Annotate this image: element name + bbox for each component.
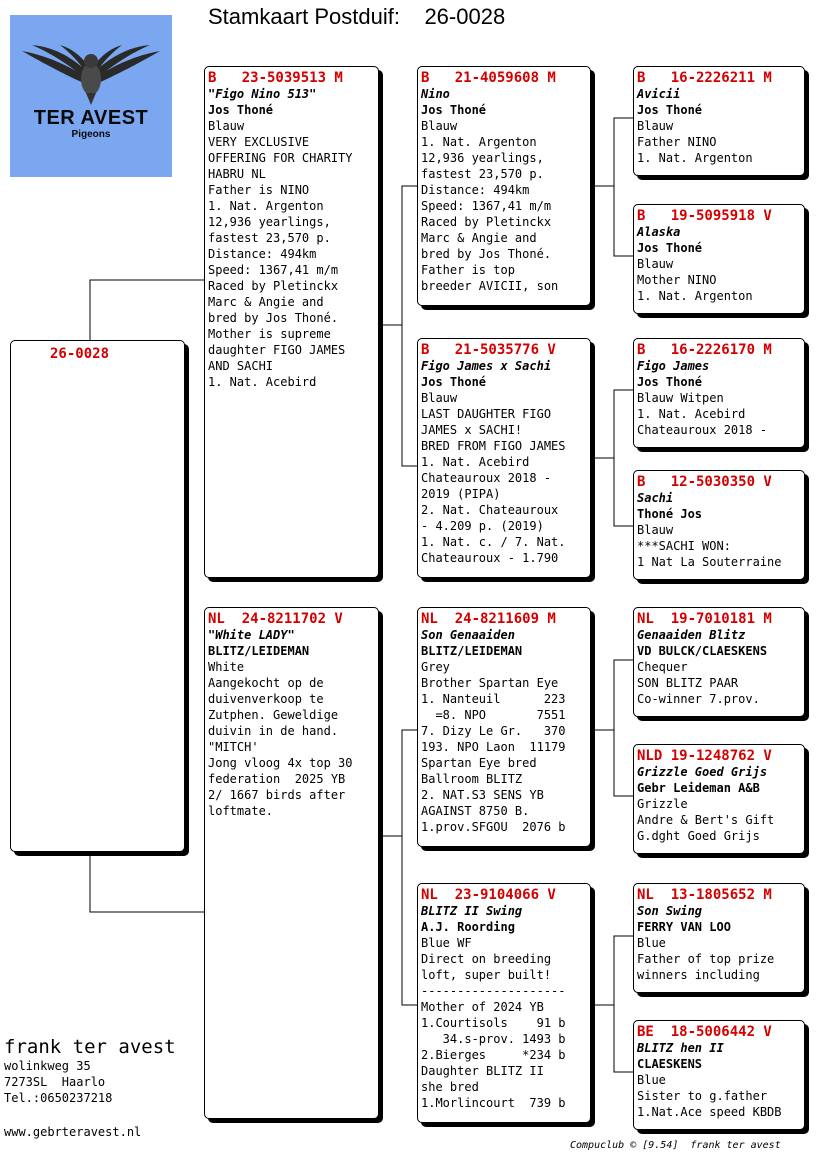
ring-number: B 16-2226170 M	[637, 342, 772, 358]
info-line: 193. NPO Laon 11179	[421, 740, 566, 754]
pigeon-name: "White LADY"	[208, 628, 295, 642]
info-line: - 4.209 p. (2019)	[421, 519, 544, 533]
info-line: Raced by Pletinckx	[208, 279, 339, 293]
info-line: Blue	[637, 1073, 666, 1087]
mother-card[interactable]	[204, 607, 379, 1119]
info-line: 1. Nanteuil 223	[421, 692, 566, 706]
info-line: duivenverkoop te	[208, 692, 324, 706]
info-line: Chequer	[637, 660, 688, 674]
ring-number: NL 24-8211609 M	[421, 611, 556, 627]
info-line: "MITCH'	[208, 740, 259, 754]
info-line: 1.Nat.Ace speed KBDB	[637, 1105, 782, 1119]
info-line: 7. Dizy Le Gr. 370	[421, 724, 566, 738]
info-line: fastest 23,570 p.	[208, 231, 331, 245]
info-line: 1. Nat. c. / 7. Nat.	[421, 535, 566, 549]
info-line: fastest 23,570 p.	[421, 167, 544, 181]
info-line: SON BLITZ PAAR	[637, 676, 739, 690]
info-line: Speed: 1367,41 m/m	[421, 199, 552, 213]
maternal-grandfather-card[interactable]	[417, 607, 591, 847]
great-grandparent-card[interactable]	[633, 66, 805, 176]
info-line: 2. Nat. Chateauroux	[421, 503, 559, 517]
owner-street: wolinkweg 35	[4, 1059, 91, 1073]
info-line: White	[208, 660, 245, 674]
pigeon-name: Nino	[421, 87, 450, 101]
pigeon-name: BLITZ hen II	[637, 1041, 724, 1055]
pigeon-name: Figo James	[637, 359, 710, 373]
info-line: AGAINST 8750 B.	[421, 804, 530, 818]
owner-block	[4, 1036, 176, 1106]
breeder-name: VD BULCK/CLAESKENS	[637, 644, 768, 658]
info-line: 2. NAT.S3 SENS YB	[421, 788, 544, 802]
pigeon-name: Grizzle Goed Grijs	[637, 765, 768, 779]
pigeon-name: "Figo Nino 513"	[208, 87, 317, 101]
breeder-name: Jos Thoné	[637, 103, 703, 117]
info-line: federation 2025 YB	[208, 772, 346, 786]
pigeon-name: BLITZ II Swing	[421, 904, 523, 918]
info-line: daughter FIGO JAMES	[208, 343, 346, 357]
breeder-name: Jos Thoné	[421, 103, 487, 117]
great-grandparent-card[interactable]	[633, 883, 805, 993]
info-line: AND SACHI	[208, 359, 274, 373]
pigeon-name: Son Genaaiden	[421, 628, 515, 642]
info-line: Spartan Eye bred	[421, 756, 537, 770]
paternal-grandfather-card[interactable]	[417, 66, 591, 306]
info-line: Brother Spartan Eye	[421, 676, 559, 690]
pigeon-name: Son Swing	[637, 904, 703, 918]
info-line: Aangekocht op de	[208, 676, 324, 690]
ring-number: B 21-4059608 M	[421, 70, 556, 86]
info-line: loftmate.	[208, 804, 274, 818]
pigeon-name: Alaska	[637, 225, 681, 239]
info-line: Raced by Pletinckx	[421, 215, 552, 229]
great-grandparent-card[interactable]	[633, 470, 805, 580]
info-line: 1. Nat. Argenton	[421, 135, 537, 149]
info-line: 1. Nat. Argenton	[208, 199, 324, 213]
title-ring: 26-0028	[424, 4, 506, 29]
breeder-name: Jos Thoné	[637, 241, 703, 255]
info-line: Distance: 494km	[208, 247, 317, 261]
ring-number: NL 19-7010181 M	[637, 611, 772, 627]
info-line: Andre & Bert's Gift	[637, 813, 775, 827]
paternal-grandmother-card[interactable]	[417, 338, 591, 578]
info-line: 1. Nat. Acebird	[421, 455, 530, 469]
title-label: Stamkaart Postduif:	[208, 4, 400, 29]
breeder-name: FERRY VAN LOO	[637, 920, 731, 934]
pigeon-name: Sachi	[637, 491, 674, 505]
breeder-name: Jos Thoné	[208, 103, 274, 117]
info-line: Father is NINO	[208, 183, 310, 197]
info-line: 2.Bierges *234 b	[421, 1048, 566, 1062]
info-line: Jong vloog 4x top 30	[208, 756, 353, 770]
info-line: G.dght Goed Grijs	[637, 829, 760, 843]
info-line: 12,936 yearlings,	[421, 151, 544, 165]
info-line: 1. Nat. Argenton	[637, 289, 753, 303]
ring-number: NL 24-8211702 V	[208, 611, 343, 627]
info-line: Distance: 494km	[421, 183, 530, 197]
logo-subtitle: Pigeons	[71, 129, 111, 140]
breeder-name: Gebr Leideman A&B	[637, 781, 760, 795]
info-line: she bred	[421, 1080, 479, 1094]
info-line: JAMES x SACHI!	[421, 423, 523, 437]
ring-number: NL 13-1805652 M	[637, 887, 772, 903]
owner-city: 7273SL Haarlo	[4, 1075, 106, 1089]
info-line: HABRU NL	[208, 167, 266, 181]
info-line: Grey	[421, 660, 450, 674]
ring-number: B 19-5095918 V	[637, 208, 772, 224]
website-link[interactable]: www.gebrteravest.nl	[4, 1125, 142, 1139]
ring-number: B 23-5039513 M	[208, 70, 343, 86]
info-line: =8. NPO 7551	[421, 708, 566, 722]
info-line: Chateauroux 2018 -	[637, 423, 768, 437]
info-line: Blauw	[208, 119, 245, 133]
subject-card[interactable]	[10, 340, 185, 852]
info-line: Mother of 2024 YB	[421, 1000, 544, 1014]
owner-phone: Tel.:0650237218	[4, 1091, 113, 1105]
info-line: Father NINO	[637, 135, 717, 149]
info-line: Speed: 1367,41 m/m	[208, 263, 339, 277]
info-line: Direct on breeding	[421, 952, 552, 966]
info-line: Daughter BLITZ II	[421, 1064, 544, 1078]
info-line: Blauw	[637, 523, 674, 537]
great-grandparent-card[interactable]	[633, 204, 805, 314]
info-line: bred by Jos Thoné.	[208, 311, 339, 325]
info-line: duivin in de hand.	[208, 724, 339, 738]
info-line: 1. Nat. Argenton	[637, 151, 753, 165]
ring-number: B 16-2226211 M	[637, 70, 772, 86]
info-line: breeder AVICII, son	[421, 279, 559, 293]
info-line: bred by Jos Thoné.	[421, 247, 552, 261]
great-grandparent-card[interactable]	[633, 607, 805, 717]
info-line: Mother NINO	[637, 273, 717, 287]
info-line: VERY EXCLUSIVE	[208, 135, 310, 149]
info-line: Blauw	[421, 391, 458, 405]
info-line: Blauw	[637, 119, 674, 133]
great-grandparent-card[interactable]	[633, 744, 805, 854]
info-line: 1. Nat. Acebird	[637, 407, 746, 421]
info-line: Sister to g.father	[637, 1089, 768, 1103]
info-line: Ballroom BLITZ	[421, 772, 523, 786]
info-line: Marc & Angie and	[208, 295, 324, 309]
breeder-name: Jos Thoné	[421, 375, 487, 389]
logo-name: TER AVEST	[33, 107, 149, 129]
great-grandparent-card[interactable]	[633, 1020, 805, 1130]
info-line: Blue WF	[421, 936, 472, 950]
info-line: Grizzle	[637, 797, 688, 811]
info-line: Blauw Witpen	[637, 391, 724, 405]
info-line: Chateauroux 2018 -	[421, 471, 552, 485]
info-line: Chateauroux - 1.790	[421, 551, 559, 565]
breeder-name: BLITZ/LEIDEMAN	[208, 644, 310, 658]
info-line: --------------------	[421, 984, 566, 998]
info-line: 12,936 yearlings,	[208, 215, 331, 229]
info-line: Zutphen. Geweldige	[208, 708, 339, 722]
ring-number: BE 18-5006442 V	[637, 1024, 772, 1040]
info-line: 1.Courtisols 91 b	[421, 1016, 566, 1030]
ring-number: NL 23-9104066 V	[421, 887, 556, 903]
info-line: 1 Nat La Souterraine	[637, 555, 782, 569]
breeder-name: A.J. Roording	[421, 920, 515, 934]
ring-number: B 21-5035776 V	[421, 342, 556, 358]
ring-number: NLD 19-1248762 V	[637, 748, 772, 764]
info-line: Father of top prize	[637, 952, 775, 966]
breeder-name: Thoné Jos	[637, 507, 703, 521]
info-line: loft, super built!	[421, 968, 552, 982]
info-line: Blauw	[637, 257, 674, 271]
father-card[interactable]	[204, 66, 379, 578]
info-line: 1.Morlincourt 739 b	[421, 1096, 566, 1110]
pigeon-name: Avicii	[637, 87, 681, 101]
info-line: LAST DAUGHTER FIGO	[421, 407, 552, 421]
footer-credit: Compuclub © [9.54] frank ter avest	[570, 1140, 781, 1151]
info-line: 1. Nat. Acebird	[208, 375, 317, 389]
info-line: ***SACHI WON:	[637, 539, 731, 553]
info-line: Father is top	[421, 263, 515, 277]
subject-ring: 26-0028	[50, 346, 110, 362]
breeder-name: BLITZ/LEIDEMAN	[421, 644, 523, 658]
info-line: Co-winner 7.prov.	[637, 692, 760, 706]
breeder-name: CLAESKENS	[637, 1057, 703, 1071]
owner-name: frank ter avest	[4, 1036, 176, 1058]
maternal-grandmother-card[interactable]	[417, 883, 591, 1123]
info-line: OFFERING FOR CHARITY	[208, 151, 353, 165]
info-line: Mother is supreme	[208, 327, 331, 341]
info-line: 2019 (PIPA)	[421, 487, 501, 501]
info-line: Blue	[637, 936, 666, 950]
pigeon-name: Genaaiden Blitz	[637, 628, 746, 642]
great-grandparent-card[interactable]	[633, 338, 805, 448]
pigeon-name: Figo James x Sachi	[421, 359, 552, 373]
info-line: BRED FROM FIGO JAMES	[421, 439, 566, 453]
info-line: winners including	[637, 968, 760, 982]
info-line: 1.prov.SFGOU 2076 b	[421, 820, 566, 834]
info-line: Blauw	[421, 119, 458, 133]
info-line: 34.s-prov. 1493 b	[421, 1032, 566, 1046]
info-line: Marc & Angie and	[421, 231, 537, 245]
breeder-name: Jos Thoné	[637, 375, 703, 389]
info-line: 2/ 1667 birds after	[208, 788, 346, 802]
ring-number: B 12-5030350 V	[637, 474, 772, 490]
